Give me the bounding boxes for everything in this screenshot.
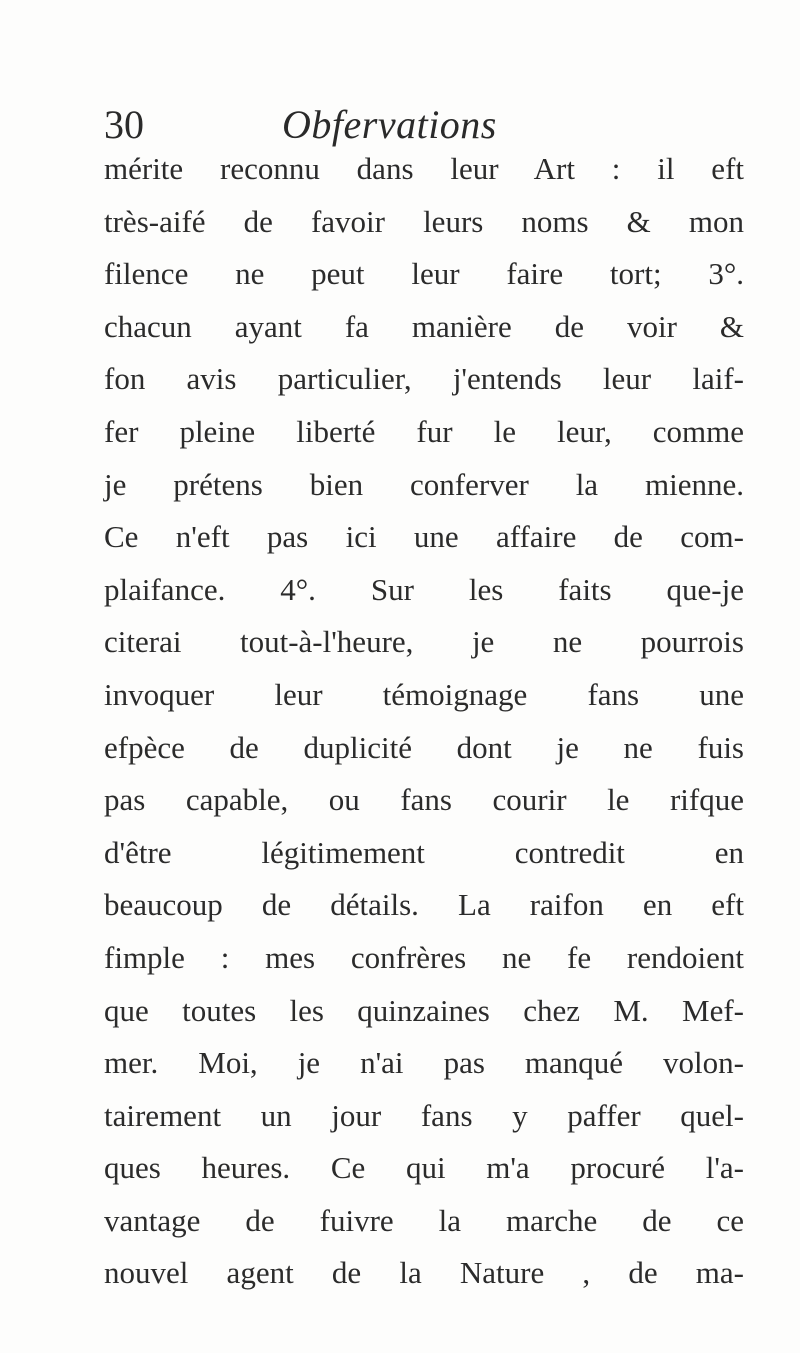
text-line: ques heures. Ce qui m'a procuré l'a-	[104, 1150, 744, 1186]
text-line: beaucoup de détails. La raifon en eft	[104, 887, 744, 923]
text-line: fon avis particulier, j'entends leur laif-	[104, 361, 744, 397]
text-line: efpèce de duplicité dont je ne fuis	[104, 729, 744, 765]
text-line: que toutes les quinzaines chez M. Mef-	[104, 992, 744, 1028]
text-line: mérite reconnu dans leur Art : il eft	[104, 151, 744, 186]
text-line: Ce n'eft pas ici une affaire de com-	[104, 519, 744, 555]
text-line: je prétens bien conferver la mienne.	[104, 466, 744, 502]
text-line: vantage de fuivre la marche de ce	[104, 1202, 744, 1238]
text-line: chacun ayant fa manière de voir &	[104, 308, 744, 344]
text-line: invoquer leur témoignage fans une	[104, 676, 744, 712]
text-line: plaifance. 4°. Sur les faits que-je	[104, 571, 744, 607]
text-line: nouvel agent de la Nature , de ma-	[104, 1255, 744, 1291]
text-line: fer pleine liberté fur le leur, comme	[104, 413, 744, 449]
text-line: fimple : mes confrères ne fe rendoient	[104, 939, 744, 975]
text-line: tairement un jour fans y paffer quel-	[104, 1097, 744, 1133]
text-line: citerai tout-à-l'heure, je ne pourrois	[104, 624, 744, 660]
running-title: Obfervations	[282, 102, 497, 147]
text-line: pas capable, ou fans courir le rifque	[104, 782, 744, 818]
body-text	[104, 143, 744, 1300]
text-line: d'être légitimement contredit en	[104, 834, 744, 870]
text-line: mer. Moi, je n'ai pas manqué volon-	[104, 1045, 744, 1081]
text-line: très-aifé de favoir leurs noms & mon	[104, 203, 744, 239]
page-number: 30	[104, 102, 144, 147]
text-line: filence ne peut leur faire tort; 3°.	[104, 256, 744, 292]
